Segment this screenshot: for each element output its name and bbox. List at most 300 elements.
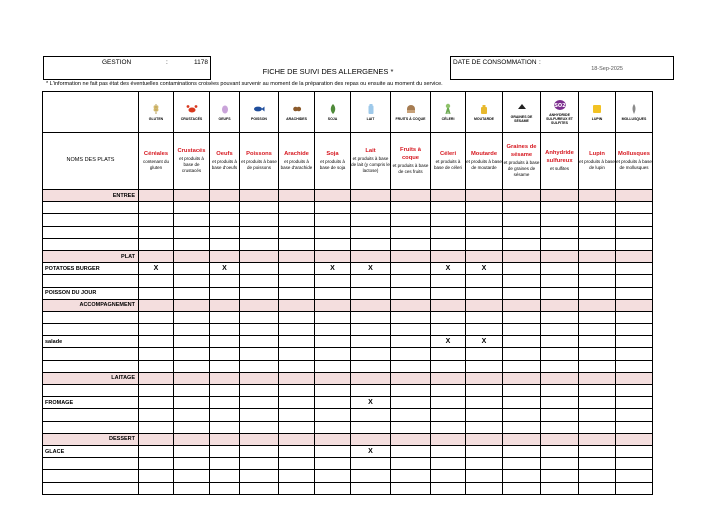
allergen-cell: [351, 336, 391, 348]
table-row: [43, 202, 653, 214]
allergen-cell: [503, 445, 541, 457]
allergen-cell: [240, 299, 279, 311]
milk-icon: [351, 103, 390, 115]
allergen-cell: [579, 372, 616, 384]
allergen-cell: [315, 458, 351, 470]
allergen-cell: [616, 202, 653, 214]
allergen-cell: [279, 226, 315, 238]
allergen-cell: [503, 238, 541, 250]
allergen-cell: [279, 470, 315, 482]
allergen-desc: et produits à base de lupin: [579, 158, 615, 170]
allergen-cell: [391, 482, 431, 494]
allergen-name: Lupin: [589, 151, 605, 158]
allergen-cell: X: [431, 336, 466, 348]
allergen-cell: [240, 433, 279, 445]
allergen-cell: [466, 238, 503, 250]
allergen-cell: [579, 360, 616, 372]
allergen-cell: [139, 445, 174, 457]
allergen-cell: [139, 336, 174, 348]
allergen-cell: [579, 238, 616, 250]
allergen-cell: [391, 190, 431, 202]
allergen-cell: [579, 482, 616, 494]
allergen-cell: [391, 445, 431, 457]
allergen-cell: [174, 458, 210, 470]
allergen-cell: [579, 421, 616, 433]
allergen-cell: [541, 190, 579, 202]
allergen-cell: [391, 385, 431, 397]
allergen-cell: [391, 226, 431, 238]
allergen-cell: [391, 458, 431, 470]
allergen-name: Céréales: [143, 151, 169, 158]
allergen-cell: [503, 226, 541, 238]
allergen-cell: [240, 275, 279, 287]
allergen-cell: [466, 470, 503, 482]
allergen-icon-label: CRUSTACÉS: [180, 117, 203, 121]
allergen-cell: [174, 299, 210, 311]
dish-name: [43, 409, 139, 421]
allergen-cell: [315, 190, 351, 202]
allergen-cell: [139, 238, 174, 250]
allergen-cell: [315, 299, 351, 311]
allergen-icon-label: POISSON: [251, 117, 267, 121]
allergen-icon-cell: [503, 92, 541, 133]
allergen-cell: [174, 421, 210, 433]
allergen-cell: [210, 360, 240, 372]
allergen-cell: [541, 250, 579, 262]
allergen-cell: [616, 445, 653, 457]
allergen-cell: [541, 263, 579, 275]
allergen-cell: [466, 445, 503, 457]
allergen-cell: [391, 238, 431, 250]
dish-name: salade: [43, 336, 139, 348]
date-colon: :: [539, 59, 541, 66]
allergen-cell: [174, 324, 210, 336]
allergen-cell: [503, 324, 541, 336]
dish-name: [43, 324, 139, 336]
allergen-cell: [431, 433, 466, 445]
allergen-cell: [431, 458, 466, 470]
allergen-icon-cell: [616, 92, 653, 133]
allergen-cell: [616, 482, 653, 494]
dish-name: [43, 348, 139, 360]
allergen-cell: [315, 250, 351, 262]
allergen-cell: [466, 324, 503, 336]
category-row: [43, 250, 653, 262]
allergen-cell: [579, 214, 616, 226]
allergen-cell: [139, 190, 174, 202]
allergen-cell: [174, 409, 210, 421]
allergen-cell: [541, 385, 579, 397]
allergen-cell: [174, 482, 210, 494]
allergen-cell: [240, 214, 279, 226]
allergen-cell: [279, 421, 315, 433]
allergen-cell: [503, 287, 541, 299]
allergen-cell: [391, 287, 431, 299]
allergen-name: Oeufs: [216, 151, 233, 158]
allergen-cell: [174, 238, 210, 250]
allergen-icon-cell: [240, 92, 279, 133]
allergen-cell: [466, 482, 503, 494]
allergen-cell: [174, 336, 210, 348]
allergen-cell: [210, 372, 240, 384]
allergen-cell: [210, 482, 240, 494]
mustard-icon: [466, 103, 502, 115]
allergen-desc: et produits à base de crustacés: [179, 155, 204, 173]
allergen-cell: [616, 470, 653, 482]
allergen-cell: [503, 250, 541, 262]
allergen-cell: [431, 250, 466, 262]
table-row: [43, 311, 653, 323]
allergen-name: Poissons: [246, 151, 272, 158]
allergen-cell: [279, 445, 315, 457]
table-row: [43, 482, 653, 494]
wheat-icon: [139, 103, 173, 115]
allergen-cell: [391, 360, 431, 372]
allergen-cell: [541, 202, 579, 214]
allergen-cell: [315, 202, 351, 214]
allergen-cell: [541, 433, 579, 445]
allergen-cell: [279, 433, 315, 445]
allergen-cell: [541, 238, 579, 250]
dish-name: GLACE: [43, 445, 139, 457]
allergen-icon-cell: [139, 92, 174, 133]
allergen-cell: [616, 287, 653, 299]
allergen-cell: [541, 336, 579, 348]
allergen-desc: et produits à base de moutarde: [466, 158, 502, 170]
category-row: [43, 299, 653, 311]
allergen-cell: [210, 433, 240, 445]
allergen-cell: [315, 470, 351, 482]
allergen-cell: [616, 311, 653, 323]
allergen-cell: [431, 202, 466, 214]
allergen-cell: [616, 372, 653, 384]
allergen-cell: [174, 263, 210, 275]
allergen-cell: [503, 458, 541, 470]
date-box: [450, 56, 674, 80]
sesame-icon: [503, 101, 540, 113]
allergen-icon-label: LAIT: [366, 117, 375, 121]
allergen-name: Graines de sésame: [506, 144, 537, 158]
allergen-cell: X: [466, 336, 503, 348]
allergen-cell: [616, 238, 653, 250]
allergen-cell: [351, 287, 391, 299]
allergen-cell: [541, 360, 579, 372]
allergen-cell: [315, 275, 351, 287]
allergen-icon-label: GLUTEN: [148, 117, 164, 121]
svg-text:SO2: SO2: [553, 103, 566, 109]
allergen-cell: [503, 299, 541, 311]
allergen-cell: [240, 482, 279, 494]
allergen-cell: [139, 348, 174, 360]
allergen-cell: [279, 263, 315, 275]
allergen-desc: et produits à base de ces fruits: [392, 162, 429, 174]
allergen-cell: [616, 360, 653, 372]
allergen-desc: et sulfites: [549, 165, 569, 171]
allergen-icon-cell: [351, 92, 391, 133]
allergen-name: Anhydride sulfureux: [545, 150, 574, 164]
allergen-cell: [351, 409, 391, 421]
allergen-cell: [541, 275, 579, 287]
names-column-header: NOMS DES PLATS: [43, 133, 139, 190]
allergen-desc: et produits à base de poissons: [241, 158, 277, 170]
allergen-cell: [210, 275, 240, 287]
allergen-cell: [541, 482, 579, 494]
allergen-cell: [616, 336, 653, 348]
allergen-cell: [351, 311, 391, 323]
allergen-name: Céleri: [439, 151, 457, 158]
allergen-cell: [616, 226, 653, 238]
allergen-cell: [351, 421, 391, 433]
nut-icon: [391, 103, 430, 115]
allergen-cell: [240, 336, 279, 348]
allergen-cell: [431, 360, 466, 372]
allergen-cell: [503, 482, 541, 494]
allergen-cell: [541, 372, 579, 384]
gestion-colon: :: [166, 59, 168, 66]
allergen-cell: [616, 385, 653, 397]
allergen-name: Crustacés: [177, 148, 206, 154]
allergen-cell: [139, 470, 174, 482]
allergen-cell: [391, 433, 431, 445]
allergen-cell: [174, 397, 210, 409]
allergen-cell: [279, 360, 315, 372]
allergen-cell: [579, 397, 616, 409]
dish-name: [43, 311, 139, 323]
allergen-cell: [616, 190, 653, 202]
allergen-cell: [466, 311, 503, 323]
allergen-cell: [279, 324, 315, 336]
allergen-cell: [466, 372, 503, 384]
allergen-icon-cell: [315, 92, 351, 133]
dish-name: [43, 202, 139, 214]
allergen-desc: et produits à base de mollusques: [616, 158, 652, 170]
allergen-cell: [616, 250, 653, 262]
category-row: [43, 190, 653, 202]
allergen-header: [279, 133, 315, 190]
allergen-cell: [139, 324, 174, 336]
allergen-cell: [240, 324, 279, 336]
table-row: [43, 214, 653, 226]
allergen-cell: [240, 360, 279, 372]
allergen-cell: [431, 311, 466, 323]
allergen-cell: [466, 348, 503, 360]
gestion-number: 1178: [194, 59, 208, 66]
allergen-cell: [315, 324, 351, 336]
allergen-cell: [139, 372, 174, 384]
allergen-cell: [541, 409, 579, 421]
allergen-cell: [315, 238, 351, 250]
allergen-cell: X: [466, 263, 503, 275]
allergen-cell: [139, 458, 174, 470]
allergen-name: Mollusques: [618, 151, 650, 158]
allergen-cell: [391, 421, 431, 433]
table-row: [43, 421, 653, 433]
allergen-cell: [391, 311, 431, 323]
allergen-icon-label: CÉLERI: [441, 117, 455, 121]
allergen-icon-cell: [541, 92, 579, 133]
allergen-cell: [431, 445, 466, 457]
allergen-icon-cell: [579, 92, 616, 133]
so2-icon: [541, 99, 578, 111]
allergen-cell: [351, 190, 391, 202]
allergen-desc: et produits à base de graines de sésame: [503, 159, 540, 177]
allergen-cell: X: [210, 263, 240, 275]
allergen-cell: [174, 202, 210, 214]
allergen-cell: [579, 433, 616, 445]
allergen-icon-label: OEUFS: [218, 117, 231, 121]
allergen-cell: [391, 250, 431, 262]
allergen-cell: [351, 458, 391, 470]
crab-icon: [174, 103, 209, 115]
allergen-cell: [279, 299, 315, 311]
allergen-cell: [579, 409, 616, 421]
allergen-cell: [139, 214, 174, 226]
table-row: [43, 263, 653, 275]
allergen-header: [174, 133, 210, 190]
allergen-cell: X: [351, 397, 391, 409]
allergen-cell: [431, 421, 466, 433]
gestion-label: GESTION: [102, 59, 132, 66]
allergen-cell: [503, 202, 541, 214]
allergen-header: [541, 133, 579, 190]
allergen-cell: [240, 458, 279, 470]
allergen-cell: [240, 287, 279, 299]
allergen-cell: [431, 299, 466, 311]
allergen-cell: [541, 287, 579, 299]
allergen-table: [42, 91, 653, 495]
category-label: DESSERT: [43, 433, 139, 445]
peanut-icon: [279, 103, 314, 115]
allergen-cell: [210, 445, 240, 457]
allergen-cell: X: [431, 263, 466, 275]
allergen-cell: [391, 263, 431, 275]
allergen-cell: [466, 214, 503, 226]
soy-icon: [315, 103, 350, 115]
allergen-cell: [391, 214, 431, 226]
allergen-cell: [391, 202, 431, 214]
allergen-cell: X: [139, 263, 174, 275]
allergen-cell: X: [315, 263, 351, 275]
allergen-cell: [503, 214, 541, 226]
allergen-cell: [503, 311, 541, 323]
allergen-icon-label: MOUTARDE: [474, 117, 494, 121]
allergen-cell: [210, 226, 240, 238]
allergen-cell: [466, 287, 503, 299]
allergen-icon-cell: [210, 92, 240, 133]
allergen-cell: [279, 250, 315, 262]
allergen-cell: [391, 397, 431, 409]
allergen-cell: [139, 397, 174, 409]
table-row: [43, 470, 653, 482]
allergen-cell: [210, 299, 240, 311]
allergen-cell: [174, 360, 210, 372]
allergen-cell: X: [351, 263, 391, 275]
allergen-cell: [315, 214, 351, 226]
egg-icon: [210, 103, 239, 115]
allergen-cell: [503, 336, 541, 348]
allergen-cell: [210, 421, 240, 433]
allergen-icon-label: GRAINES DE SÉSAME: [510, 115, 533, 123]
allergen-header: [431, 133, 466, 190]
table-row: [43, 275, 653, 287]
allergen-cell: [466, 299, 503, 311]
category-row: [43, 433, 653, 445]
allergen-cell: [466, 397, 503, 409]
allergen-cell: [210, 287, 240, 299]
allergen-cell: [616, 214, 653, 226]
allergen-cell: [279, 372, 315, 384]
empty-corner-cell: [43, 92, 139, 133]
allergen-cell: [541, 397, 579, 409]
allergen-header: [466, 133, 503, 190]
dish-name: [43, 214, 139, 226]
allergen-cell: [431, 397, 466, 409]
allergen-cell: [279, 397, 315, 409]
allergen-cell: [240, 445, 279, 457]
allergen-cell: [579, 202, 616, 214]
allergen-cell: [431, 238, 466, 250]
dish-name: [43, 470, 139, 482]
allergen-cell: [174, 385, 210, 397]
allergen-header: [579, 133, 616, 190]
allergen-cell: [391, 324, 431, 336]
table-row: [43, 287, 653, 299]
gestion-box: [43, 56, 211, 80]
allergen-header: [391, 133, 431, 190]
allergen-cell: [210, 238, 240, 250]
allergen-cell: [279, 385, 315, 397]
allergen-cell: [466, 250, 503, 262]
allergen-cell: [466, 421, 503, 433]
allergen-cell: [431, 190, 466, 202]
allergen-icon-cell: [431, 92, 466, 133]
allergen-desc: et produits à base de soja: [319, 158, 346, 170]
allergen-cell: [503, 409, 541, 421]
allergen-cell: [431, 287, 466, 299]
allergen-cell: [210, 214, 240, 226]
allergen-cell: [503, 421, 541, 433]
table-row: [43, 360, 653, 372]
allergen-cell: [351, 348, 391, 360]
allergen-desc: et produits à base d'arachide: [280, 158, 313, 170]
allergen-cell: [240, 397, 279, 409]
allergen-cell: [431, 324, 466, 336]
allergen-name: Soja: [326, 151, 339, 158]
allergen-header: [503, 133, 541, 190]
allergen-cell: [279, 409, 315, 421]
allergen-cell: [579, 324, 616, 336]
date-value: 18-Sep-2025: [591, 66, 623, 72]
allergen-cell: [391, 372, 431, 384]
allergen-cell: [351, 433, 391, 445]
allergen-cell: [351, 226, 391, 238]
allergen-cell: [351, 360, 391, 372]
allergen-desc: et produits à base d'oeufs: [211, 158, 238, 170]
allergen-cell: [579, 336, 616, 348]
allergen-cell: [210, 385, 240, 397]
allergen-cell: [240, 226, 279, 238]
allergen-cell: [579, 445, 616, 457]
allergen-icon-label: SOJA: [327, 117, 338, 121]
allergen-cell: [579, 311, 616, 323]
allergen-cell: [174, 470, 210, 482]
allergen-cell: [431, 482, 466, 494]
allergen-cell: [503, 385, 541, 397]
allergen-cell: [174, 226, 210, 238]
allergen-cell: [240, 372, 279, 384]
allergen-cell: [139, 482, 174, 494]
allergen-cell: [210, 190, 240, 202]
